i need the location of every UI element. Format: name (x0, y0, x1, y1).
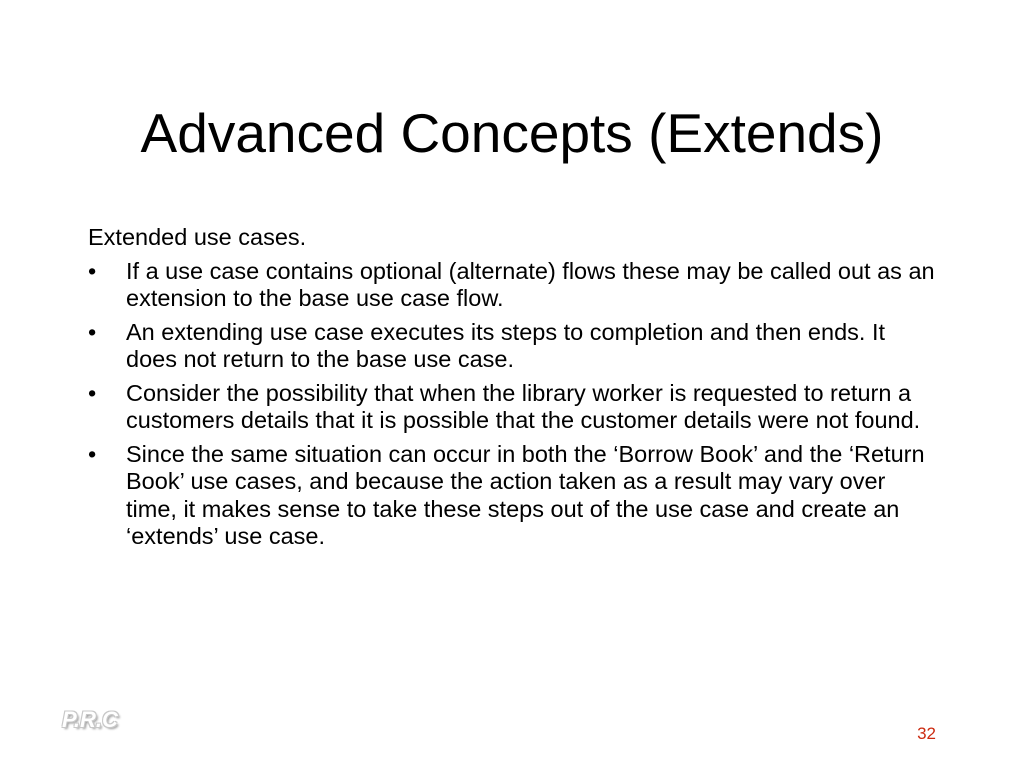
bullet-item (88, 258, 938, 313)
bullet-text: Consider the possibility that when the library worker is requested to return a customers details that it is possible that the customer details were not found. (126, 379, 921, 433)
bullet-icon: • (88, 318, 97, 345)
bullet-list (88, 258, 938, 551)
slide-title: Advanced Concepts (Extends) (140, 102, 884, 164)
footer-logo: P.R.C (62, 707, 118, 732)
bullet-text: If a use case contains optional (alternate) flows these may be called out as an extension to the base use case flow. (126, 257, 935, 311)
bullet-item (88, 380, 938, 435)
bullet-icon: • (88, 379, 97, 406)
bullet-icon: • (88, 257, 97, 284)
intro-text: Extended use cases. (88, 224, 307, 250)
bullet-text: Since the same situation can occur in both the ‘Borrow Book’ and the ‘Return Book’ use cases, and because the action taken as a result may vary over time, it makes sense to take these steps out of the use case and create an ‘extends’ use case. (126, 440, 925, 549)
bullet-text: An extending use case executes its steps to completion and then ends. It does not return to the base use case. (126, 318, 885, 372)
slide-body (88, 224, 938, 557)
bullet-item (88, 441, 938, 551)
bullet-icon: • (88, 440, 97, 467)
page-number: 32 (917, 724, 936, 743)
bullet-item (88, 319, 938, 374)
